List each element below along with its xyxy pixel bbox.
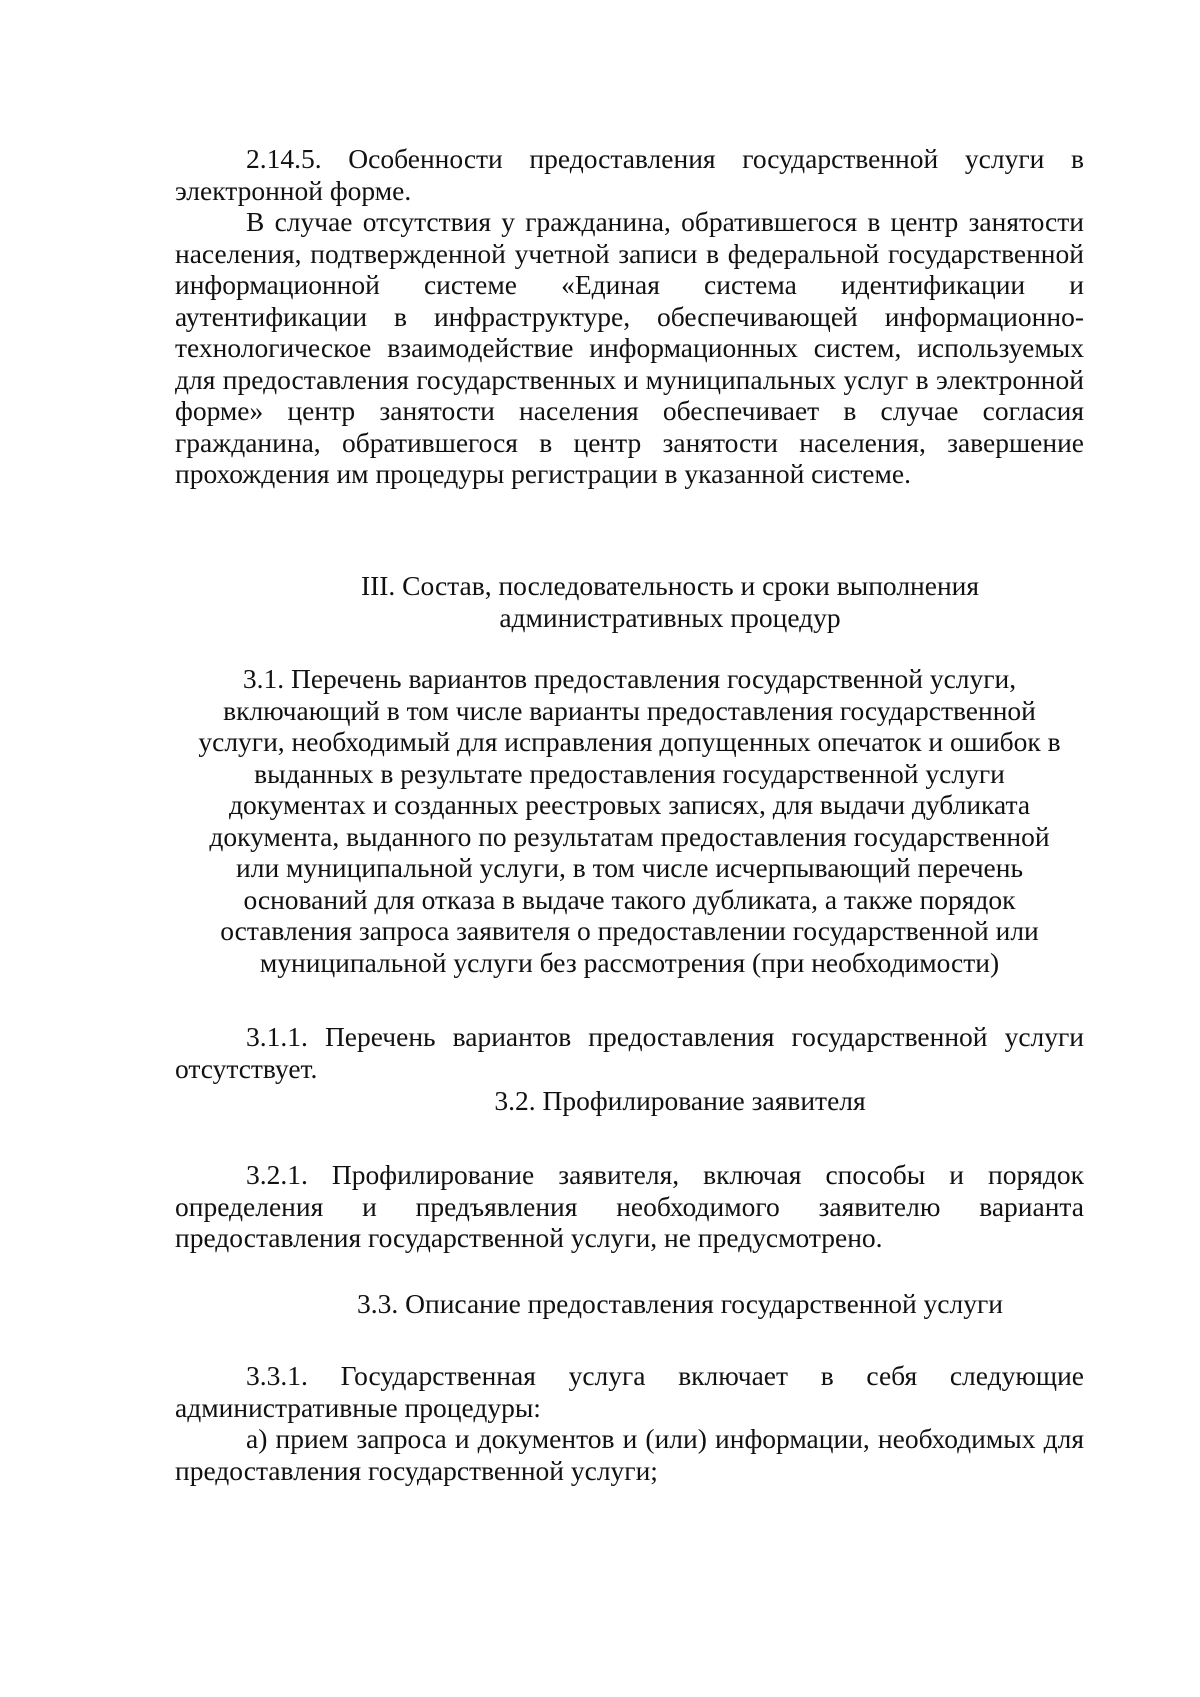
heading-3-3 [175, 1288, 1185, 1320]
heading-line: выданных в результате предоставления государственной услуги [254, 757, 1005, 789]
paragraph-3-3-1 [175, 1360, 1084, 1423]
paragraph-text: 2.14.5. Особенности предоставления государственной услуги в электронной форме. [175, 143, 1084, 206]
paragraph-text: 3.2.1. Профилирование заявителя, включая способы и порядок определения и предъявления необходимого заявителю варианта предоставления государственной услуги, не предусмотрено. [175, 1159, 1084, 1253]
paragraph-text: В случае отсутствия у гражданина, обратившегося в центр занятости населения, подтвержденной учетной записи в федеральной государственной информационной системе «Единая система идентификации и аутентификации в инфраструктуре, обеспечивающей информационно-технологическое взаимодействие информационных систем, используемых для предоставления государственных и муниципальных услуг в электронной форме» центр занятости населения обеспечивает в случае согласия гражданина, обратившегося в центр занятости населения, завершение прохождения им процедуры регистрации в указанной системе. [175, 206, 1084, 489]
paragraph-3-1-1 [175, 1021, 1084, 1084]
paragraph-text: а) прием запроса и документов и (или) информации, необходимых для предоставления государственной услуги; [175, 1423, 1084, 1486]
heading-line: или муниципальной услуги, в том числе исчерпывающий перечень [236, 852, 1023, 883]
heading-line: включающий в том числе варианты предоставления государственной [223, 694, 1036, 726]
heading-3-2 [175, 1085, 1185, 1117]
section-3-heading [300, 570, 1040, 633]
heading-line: оставления запроса заявителя о предоставлении государственной или [220, 915, 1039, 946]
heading-line: услуги, необходимый для исправления допущенных опечаток и ошибок в [198, 726, 1061, 757]
heading-line: 3.2. Профилирование заявителя [494, 1085, 866, 1116]
heading-line: документа, выданного по результатам предоставления государственной [209, 820, 1050, 852]
heading-line: 3.3. Описание предоставления государственной услуги [357, 1288, 1003, 1319]
heading-3-1 [175, 663, 1084, 978]
heading-line: оснований для отказа в выдаче такого дубликата, а также порядок [243, 883, 1016, 915]
paragraph-3-3-1-a [175, 1423, 1084, 1486]
heading-line: III. Состав, последовательность и сроки выполнения [360, 570, 980, 601]
paragraph-text: 3.3.1. Государственная услуга включает в себя следующие административные процедуры: [175, 1360, 1084, 1423]
heading-line: документах и созданных реестровых записях, для выдачи дубликата [228, 789, 1031, 820]
heading-line: 3.1. Перечень вариантов предоставления государственной услуги, [242, 663, 1017, 694]
paragraph-2-14-5 [175, 143, 1084, 206]
heading-line: муниципальной услуги без рассмотрения (при необходимости) [259, 946, 1000, 978]
paragraph-esia-registration [175, 206, 1084, 490]
paragraph-3-2-1 [175, 1159, 1084, 1254]
heading-line: административных процедур [499, 601, 841, 633]
paragraph-text: 3.1.1. Перечень вариантов предоставления государственной услуги отсутствует. [175, 1021, 1084, 1084]
